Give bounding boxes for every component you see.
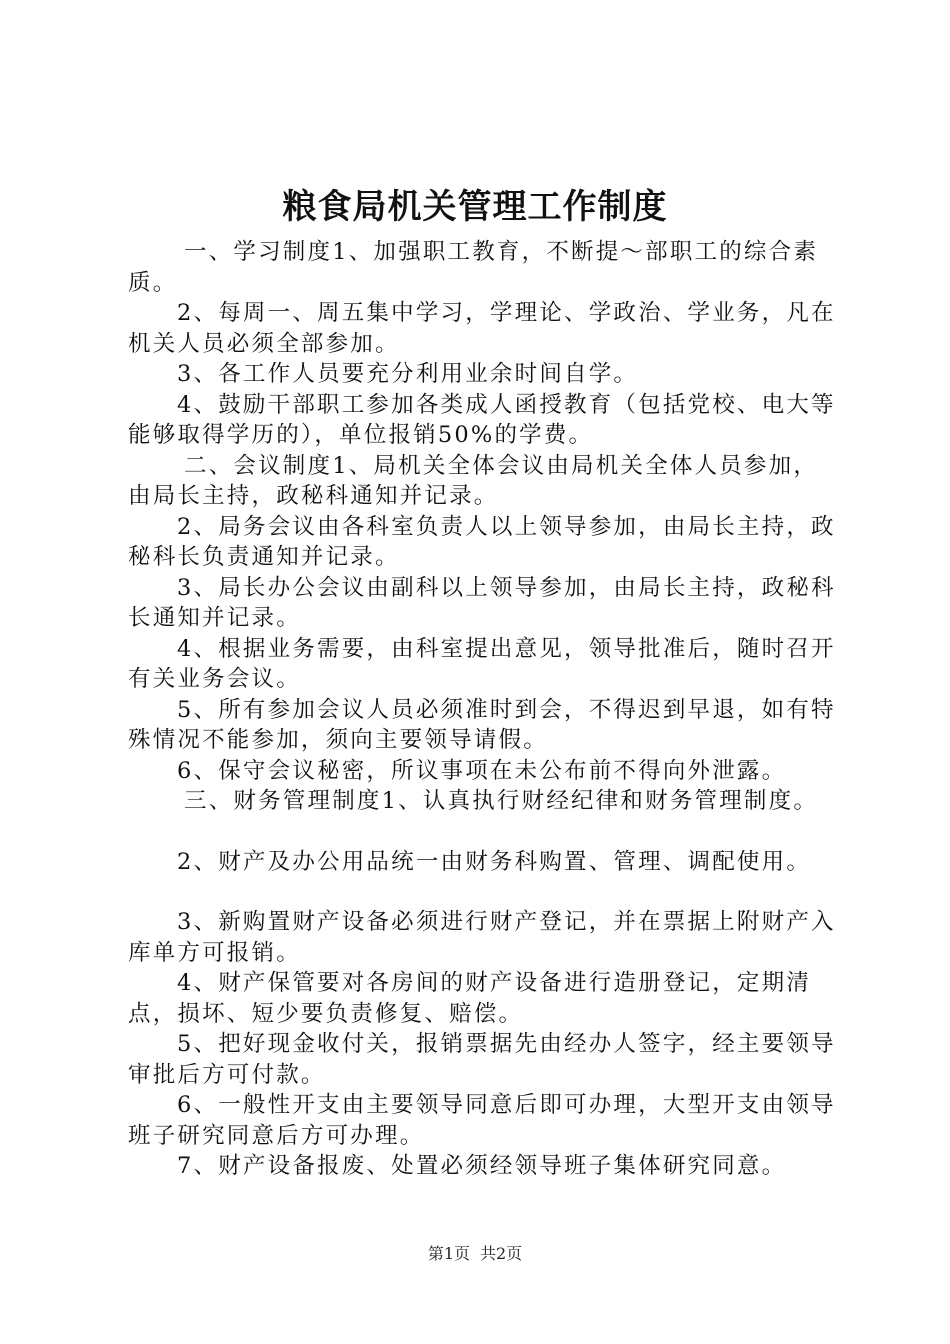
document-body (128, 237, 838, 1182)
paragraph-finance-4: 4、财产保管要对各房间的财产设备进行造册登记，定期清点，损坏、短少要负责修复、赔偿。 (128, 970, 812, 1027)
paragraph-finance-system: 三、财务管理制度1、认真执行财经纪律和财务管理制度。 (184, 788, 819, 814)
paragraph-meeting-5: 5、所有参加会议人员必须准时到会，不得迟到早退，如有特殊情况不能参加，须向主要领导请假。 (128, 696, 836, 753)
paragraph-finance-5: 5、把好现金收付关，报销票据先由经办人签字，经主要领导审批后方可付款。 (128, 1031, 836, 1088)
paragraph-meeting-system: 二、会议制度1、局机关全体会议由局机关全体人员参加，由局长主持，政秘科通知并记录。 (128, 452, 819, 509)
paragraph-study-3: 3、各工作人员要充分利用业余时间自学。 (177, 361, 639, 387)
page-number: 第1页 (427, 1244, 470, 1263)
paragraph-finance-6: 6、一般性开支由主要领导同意后即可办理，大型开支由领导班子研究同意后方可办理。 (128, 1092, 836, 1149)
paragraph-study-2: 2、每周一、周五集中学习，学理论、学政治、学业务，凡在机关人员必须全部参加。 (128, 300, 836, 357)
page-footer (0, 1243, 950, 1265)
document-title: 粮食局机关管理工作制度 (282, 187, 668, 227)
paragraph-meeting-6: 6、保守会议秘密，所议事项在未公布前不得向外泄露。 (177, 757, 787, 784)
paragraph-meeting-3: 3、局长办公会议由副科以上领导参加，由局长主持，政秘科长通知并记录。 (128, 574, 836, 631)
paragraph-finance-3: 3、新购置财产设备必须进行财产登记，并在票据上附财产入库单方可报销。 (128, 909, 836, 966)
paragraph-meeting-4: 4、根据业务需要，由科室提出意见，领导批准后，随时召开有关业务会议。 (128, 635, 836, 692)
paragraph-study-system: 一、学习制度1、加强职工教育，不断提～部职工的综合素质。 (128, 239, 819, 296)
paragraph-study-4: 4、鼓励干部职工参加各类成人函授教育（包括党校、电大等能够取得学历的），单位报销50%的学费。 (128, 391, 836, 448)
paragraph-meeting-2: 2、局务会议由各科室负责人以上领导参加，由局长主持，政秘科长负责通知并记录。 (128, 513, 836, 570)
page-total: 共2页 (480, 1244, 523, 1263)
paragraph-finance-7: 7、财产设备报废、处置必须经领导班子集体研究同意。 (177, 1153, 787, 1179)
paragraph-finance-2: 2、财产及办公用品统一由财务科购置、管理、调配使用。 (177, 848, 812, 875)
